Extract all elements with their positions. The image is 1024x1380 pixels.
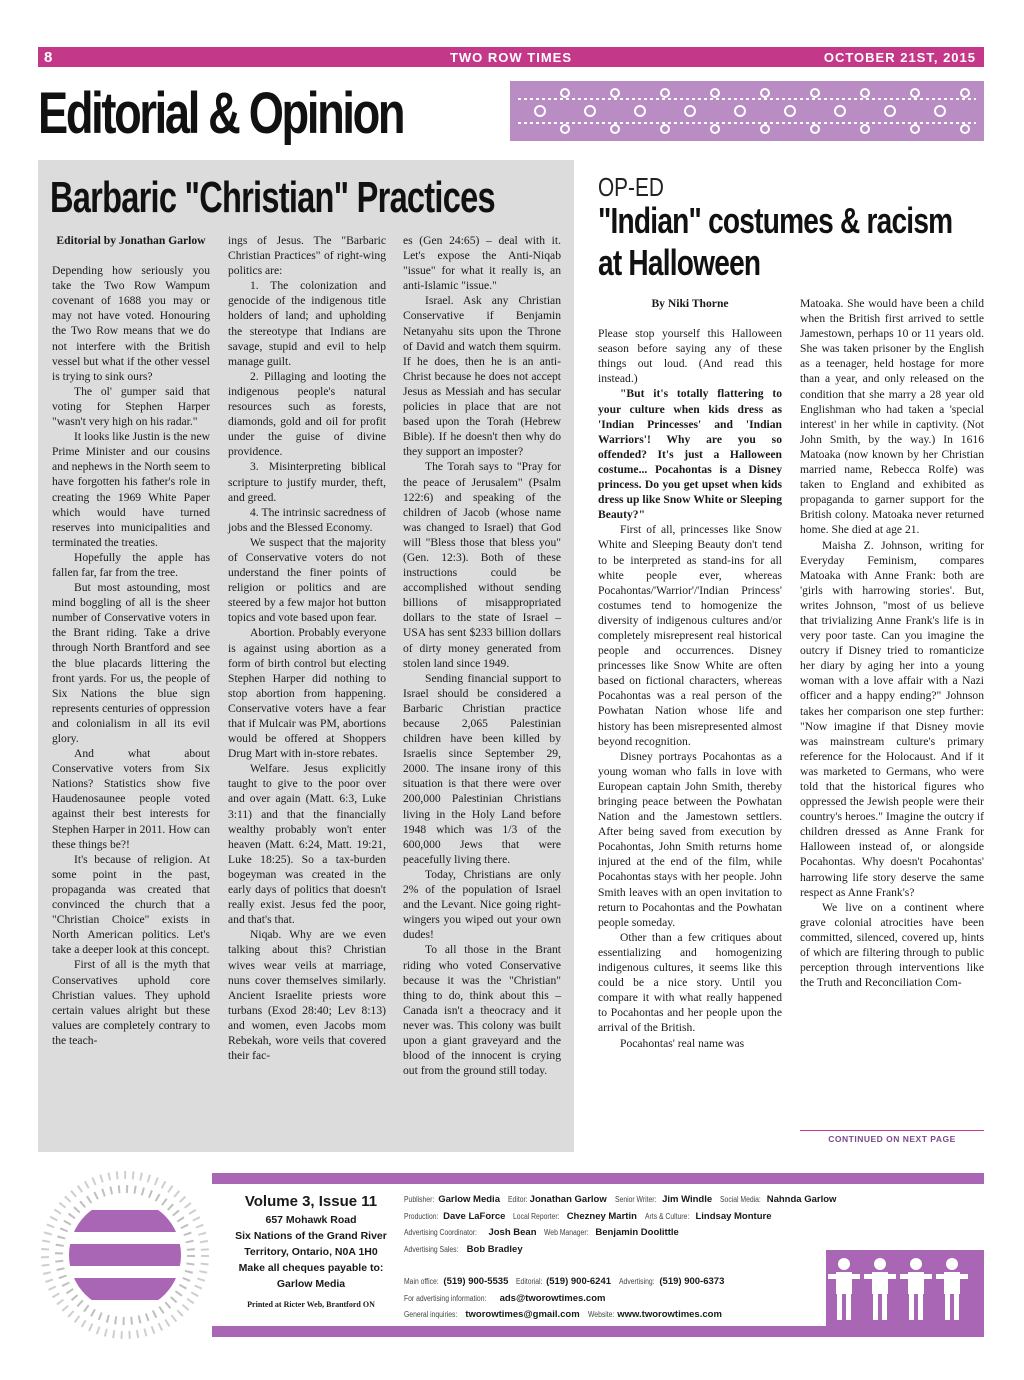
paragraph: Sending financial support to Israel should be considered a Barbaric Christian practice because 2,065 Palestinian children have been killed by Israelis since September 29, 2000. The insane irony of this situation is that there were over 200,000 Palestinian Christians living in the Holy Land before 1948 which was 1/3 of the 600,000 Jews that were peacefully living there. <box>403 671 561 866</box>
value: Lindsay Monture <box>695 1210 772 1222</box>
oped-kicker: OP-ED <box>598 172 664 202</box>
wampum-circle-logo <box>40 1170 210 1340</box>
label: Advertising Sales: <box>404 1244 459 1254</box>
oped-column-1 <box>598 296 782 1051</box>
oped-headline-line-1: "Indian" costumes & racism <box>598 200 953 241</box>
label: Publisher: <box>404 1195 435 1204</box>
value: Benjamin Doolittle <box>595 1227 679 1238</box>
paragraph: The ol' gumper said that voting for Stephen Harper "wasn't very high on his radar." <box>52 384 210 429</box>
list-item: 1. The colonization and genocide of the indigenous title holders of land; and upholding the stereotype that Indians are savage, stupid and evil to help manage guilt. <box>228 279 386 368</box>
paragraph: Depending how seriously you take the Two Row Wampum covenant of 1688 you may or may not have voted. Honouring the Two Row means that we do not interfere with the British vessel but what if the other vessel is trying to sink ours? <box>52 264 210 383</box>
section-title: Editorial & Opinion <box>38 81 404 146</box>
paragraph: Abortion. Probably everyone is against using abortion as a form of birth control but electing Stephen Harper did nothing to stop abortion from happening. Conservative voters have a fear that if Mulcair was PM, abortions would be offered at Shoppers Drug Mart with in-store rebates. <box>228 626 386 761</box>
label: Arts & Culture: <box>644 1211 690 1221</box>
beadwork-pattern <box>510 81 984 141</box>
contact-row <box>404 1307 824 1324</box>
footer-top-bar <box>212 1173 984 1184</box>
list-item: 3. Misinterpreting biblical scripture to justify murder, theft, and greed. <box>228 460 386 504</box>
cheques-note: Make all cheques payable to: <box>238 1262 384 1274</box>
editorial-column-1 <box>52 233 210 1048</box>
people-figures-icon <box>826 1250 984 1326</box>
page-number: 8 <box>44 49 54 66</box>
label: Local Reporter: <box>513 1211 560 1221</box>
paragraph: First of all, princesses like Snow White and Sleeping Beauty don't tend to be interpreted as stand-ins for all white people ever, whereas Pocahontas/'Warrior'/'Indian Princess' costumes tend to homogenize the diversity of indigenous cultures and/or completely misrepresent real historical people and occurrences. Disney princesses like Snow White are often based on fictional characters, whereas Pocahontas was a real person of the Powhatan Nation whose life and history has been misrepresented almost beyond recognition. <box>598 523 782 748</box>
paragraph: Matoaka. She would have been a child when the British first arrived to settle Jamestown, perhaps 10 or 11 years old. She was taken prisoner by the English as a teenager, held hostage for more than a year, and only released on the condition that she marry a 28 year old Englishman who had taken a 'special interest' in her while in captivity. (Not John Smith, by the way.) In 1616 Matoaka (now known by her Christian married name, Rebecca Rolfe) was taken to England and exhibited as propaganda to garner support for the British colony. Matoaka never returned home. She died at age 21. <box>800 297 984 537</box>
paragraph: ings of Jesus. The "Barbaric Christian Practices" of right-wing politics are: <box>228 234 386 278</box>
paragraph: Disney portrays Pocahontas as a young woman who falls in love with European captain John Smith, thereby bringing peace between the Powhatan Nation and the Jamestown settlers. After being saved from execution by Pocahontas, John Smith returns home injured at the end of the film, while Pocahontas stays with her people. John Smith leaves with an open invitation to return to Pocahontas and the Powhatan people someday. <box>598 749 782 929</box>
label: Production: <box>404 1211 439 1221</box>
volume-issue: Volume 3, Issue 11 <box>244 1193 378 1210</box>
oped-column-2 <box>800 296 984 990</box>
pull-quote: "But it's totally flattering to your culture when kids dress as 'Indian Princesses' and 'Indian Warriors'! Why are you so offended? It's just a Halloween costume... Pocahontas is a Disney princess. Do you get upset when kids dress up like Snow White or Sleeping Beauty?" <box>598 387 782 522</box>
label: Website: <box>587 1310 614 1319</box>
email-link[interactable]: tworowtimes@gmail.com <box>465 1309 580 1320</box>
staff-directory <box>404 1192 837 1324</box>
label: Editorial: <box>516 1277 543 1286</box>
cheques-payee: Garlow Media <box>276 1278 346 1290</box>
staff-row <box>404 1242 824 1259</box>
paragraph: But most astounding, most mind boggling of all is the sheer number of Conservative voters in the Brant riding. Take a drive through North Brantford and see the blue placards littering the front yards. For us, the people of Six Nations the blue sign represents centuries of oppression and colonialism in all its evil glory. <box>52 581 210 745</box>
value: (519) 900-5535 <box>443 1276 509 1287</box>
beadwork-banner <box>510 81 984 141</box>
paragraph: Please stop yourself this Halloween season before saying any of these things out loud. (And read this instead.) <box>598 327 782 386</box>
paragraph: Other than a few critiques about essentializing and homogenizing indigenous cultures, it seems like this could be a nice story. Until you compare it with what really happened to Pocahontas and her people upon the arrival of the British. <box>598 930 782 1035</box>
value: Bob Bradley <box>466 1243 523 1255</box>
people-figures-graphic <box>826 1250 984 1326</box>
value: Garlow Media <box>438 1194 500 1205</box>
paragraph: Today, Christians are only 2% of the population of Israel and the Levant. Nice going right-wingers you wiped out your own dudes! <box>403 867 561 942</box>
paragraph: Pocahontas' real name was <box>620 1036 745 1050</box>
paragraph: And what about Conservative voters from Six Nations? Statistics show five Haudenosaunee people voted against their best interests for Stephen Harper in 2011. How can these things be?! <box>52 747 210 851</box>
paragraph: Welfare. Jesus explicitly taught to give to the poor over and over again (Matt. 6:3, Luke 3:11) and that the financially wealthy probably won't enter heaven (Matt. 6:24, Matt. 19:21, Luke 18:25). So a tax-burden bogeyman was created in the early days of politics that doesn't really exist. Jesus fed the poor, and that's that. <box>228 762 386 927</box>
label: Advertising Coordinator: <box>404 1228 477 1237</box>
label: Main office: <box>404 1277 439 1286</box>
contact-row <box>404 1274 824 1291</box>
oped-headline <box>598 200 952 284</box>
label: Web Manager: <box>544 1228 589 1237</box>
footer-bottom-bar <box>212 1326 984 1337</box>
paragraph: Niqab. Why are we even talking about this? Christian wives wear veils at marriage, nuns cover themselves similarly. Ancient Israelite priests wore turbans (Exod 28:40; Lev 8:13) and women, even Jacobs mom Rebekah, wore veils that covered their fac- <box>228 928 386 1063</box>
value: Chezney Martin <box>566 1210 637 1222</box>
publication-info <box>230 1192 392 1309</box>
editorial-headline: Barbaric "Christian" Practices <box>50 173 495 222</box>
header-bar <box>38 47 984 67</box>
issue-date: OCTOBER 21ST, 2015 <box>823 50 976 65</box>
paragraph: It looks like Justin is the new Prime Minister and our cousins and nephews in the North seem to have forgotten his father's role in creating the 1969 White Paper which would have turned reserves into municipalities and terminated the treaties. <box>52 430 210 549</box>
value: (519) 900-6241 <box>546 1276 612 1287</box>
label: Editor: <box>507 1195 528 1204</box>
label: Social Media: <box>720 1195 761 1204</box>
label: Senior Writer: <box>614 1195 657 1204</box>
value: Jim Windle <box>662 1194 713 1205</box>
masthead: TWO ROW TIMES <box>449 50 573 65</box>
paragraph: It's because of religion. At some point in the past, propaganda was created that convinced the church that a "Christian Choice" exists in North American politics. Let's take a deeper look at this concept. <box>52 852 210 957</box>
editorial-column-2 <box>228 233 386 1063</box>
website-link[interactable]: www.tworowtimes.com <box>617 1309 722 1320</box>
oped-headline-line-2: at Halloween <box>598 242 761 283</box>
paragraph: Maisha Z. Johnson, writing for Everyday Feminism, compares Matoaka with Anne Frank: both are 'girls with harrowing stories'. But, writes Johnson, "most of us believe that trivializing Anne Frank's life is in very poor taste. Can you imagine the outcry if Disney tried to romanticize her diary by aging her into a young woman with a love affair with a Nazi officer and a happy ending?" Johnson takes her comparison one step further: "Now imagine if that Disney movie was mainstream culture's primary reference for the Holocaust. And if it was marketed to Germans, who were told that the historical figures who oppressed the Jewish people were their country's heroes." Imagine the outcry if children dressed as Anne Frank for Halloween instead of, or alongside Pocahontas. Why doesn't Pocahontas' harrowing life story deserve the same respect as Anne Frank's? <box>800 538 984 899</box>
editorial-column-3 <box>403 233 561 1078</box>
paragraph: es (Gen 24:65) – deal with it. Let's expose the Anti-Niqab "issue" for what it really is, an anti-Islamic "issue." <box>403 234 561 293</box>
address-line: Territory, Ontario, N0A 1H0 <box>244 1246 378 1258</box>
staff-row <box>404 1225 824 1242</box>
paragraph: To all those in the Brant riding who voted Conservative because it was the "Christian" thing to do, think about this – Canada isn't a theocracy and it never was. This colony was built upon a giant graveyard and the blood of the innocent is crying out from the ground still today. <box>403 943 561 1078</box>
list-item: 2. Pillaging and looting the indigenous people's natural resources such as forests, diamonds, gold and oil for profit under the guise of divine providence. <box>228 369 386 459</box>
value: Nahnda Garlow <box>766 1194 837 1205</box>
email-link[interactable]: ads@tworowtimes.com <box>499 1292 606 1304</box>
paragraph: The Torah says to "Pray for the peace of Jerusalem" (Psalm 122:6) and speaking of the children of Jacob (whose name was changed to Israel) that God will "Bless those that bless you" (Gen. 12:3). Both of these instructions could be accomplished without sending billions of misappropriated dollars to the state of Israel – USA has sent $233 billion dollars of dirty money generated from stolen land since 1949. <box>403 460 561 670</box>
paragraph: First of all is the myth that Conservatives uphold core Christian values. They uphold certain values alright but these values are completely contrary to the teach- <box>52 958 210 1047</box>
label: For advertising information: <box>404 1293 487 1303</box>
list-item: 4. The intrinsic sacredness of jobs and the Blessed Economy. <box>228 505 386 534</box>
address-line: 657 Mohawk Road <box>265 1214 357 1226</box>
staff-row <box>404 1192 837 1209</box>
wampum-circle-icon <box>40 1170 210 1340</box>
staff-row <box>404 1209 824 1226</box>
paragraph: We suspect that the majority of Conservative voters do not understand the finer points of religion or politics and are steered by a few major hot button topics and vote based upon fear. <box>228 535 386 625</box>
editorial-byline: Editorial by Jonathan Garlow <box>56 234 206 247</box>
printer-note: Printed at Ricter Web, Brantford ON <box>247 1300 375 1309</box>
value: Dave LaForce <box>443 1210 506 1222</box>
label: General inquiries: <box>404 1310 458 1319</box>
contact-row <box>404 1291 824 1308</box>
label: Advertising: <box>618 1277 655 1286</box>
value: (519) 900-6373 <box>659 1276 725 1287</box>
value: Jonathan Garlow <box>529 1194 607 1205</box>
value: Josh Bean <box>488 1227 537 1238</box>
continued-notice: CONTINUED ON NEXT PAGE <box>800 1130 984 1144</box>
paragraph: Hopefully the apple has fallen far, far from the tree. <box>52 550 210 579</box>
oped-byline: By Niki Thorne <box>651 297 729 310</box>
paragraph: Israel. Ask any Christian Conservative if Benjamin Netanyahu sits upon the Throne of David and watch them squirm. If he does, then he is an anti-Christ because he does not accept Jesus as Messiah and has secular policies in place that are not based upon the Torah (Hebrew Bible). If he doesn't then why do they support an imposter? <box>403 294 561 459</box>
address-line: Six Nations of the Grand River <box>235 1230 387 1242</box>
paragraph: We live on a continent where grave colonial atrocities have been committed, silenced, covered up, hints of which are filtering through to public perception through interventions like the Truth and Reconciliation Com- <box>800 900 984 990</box>
